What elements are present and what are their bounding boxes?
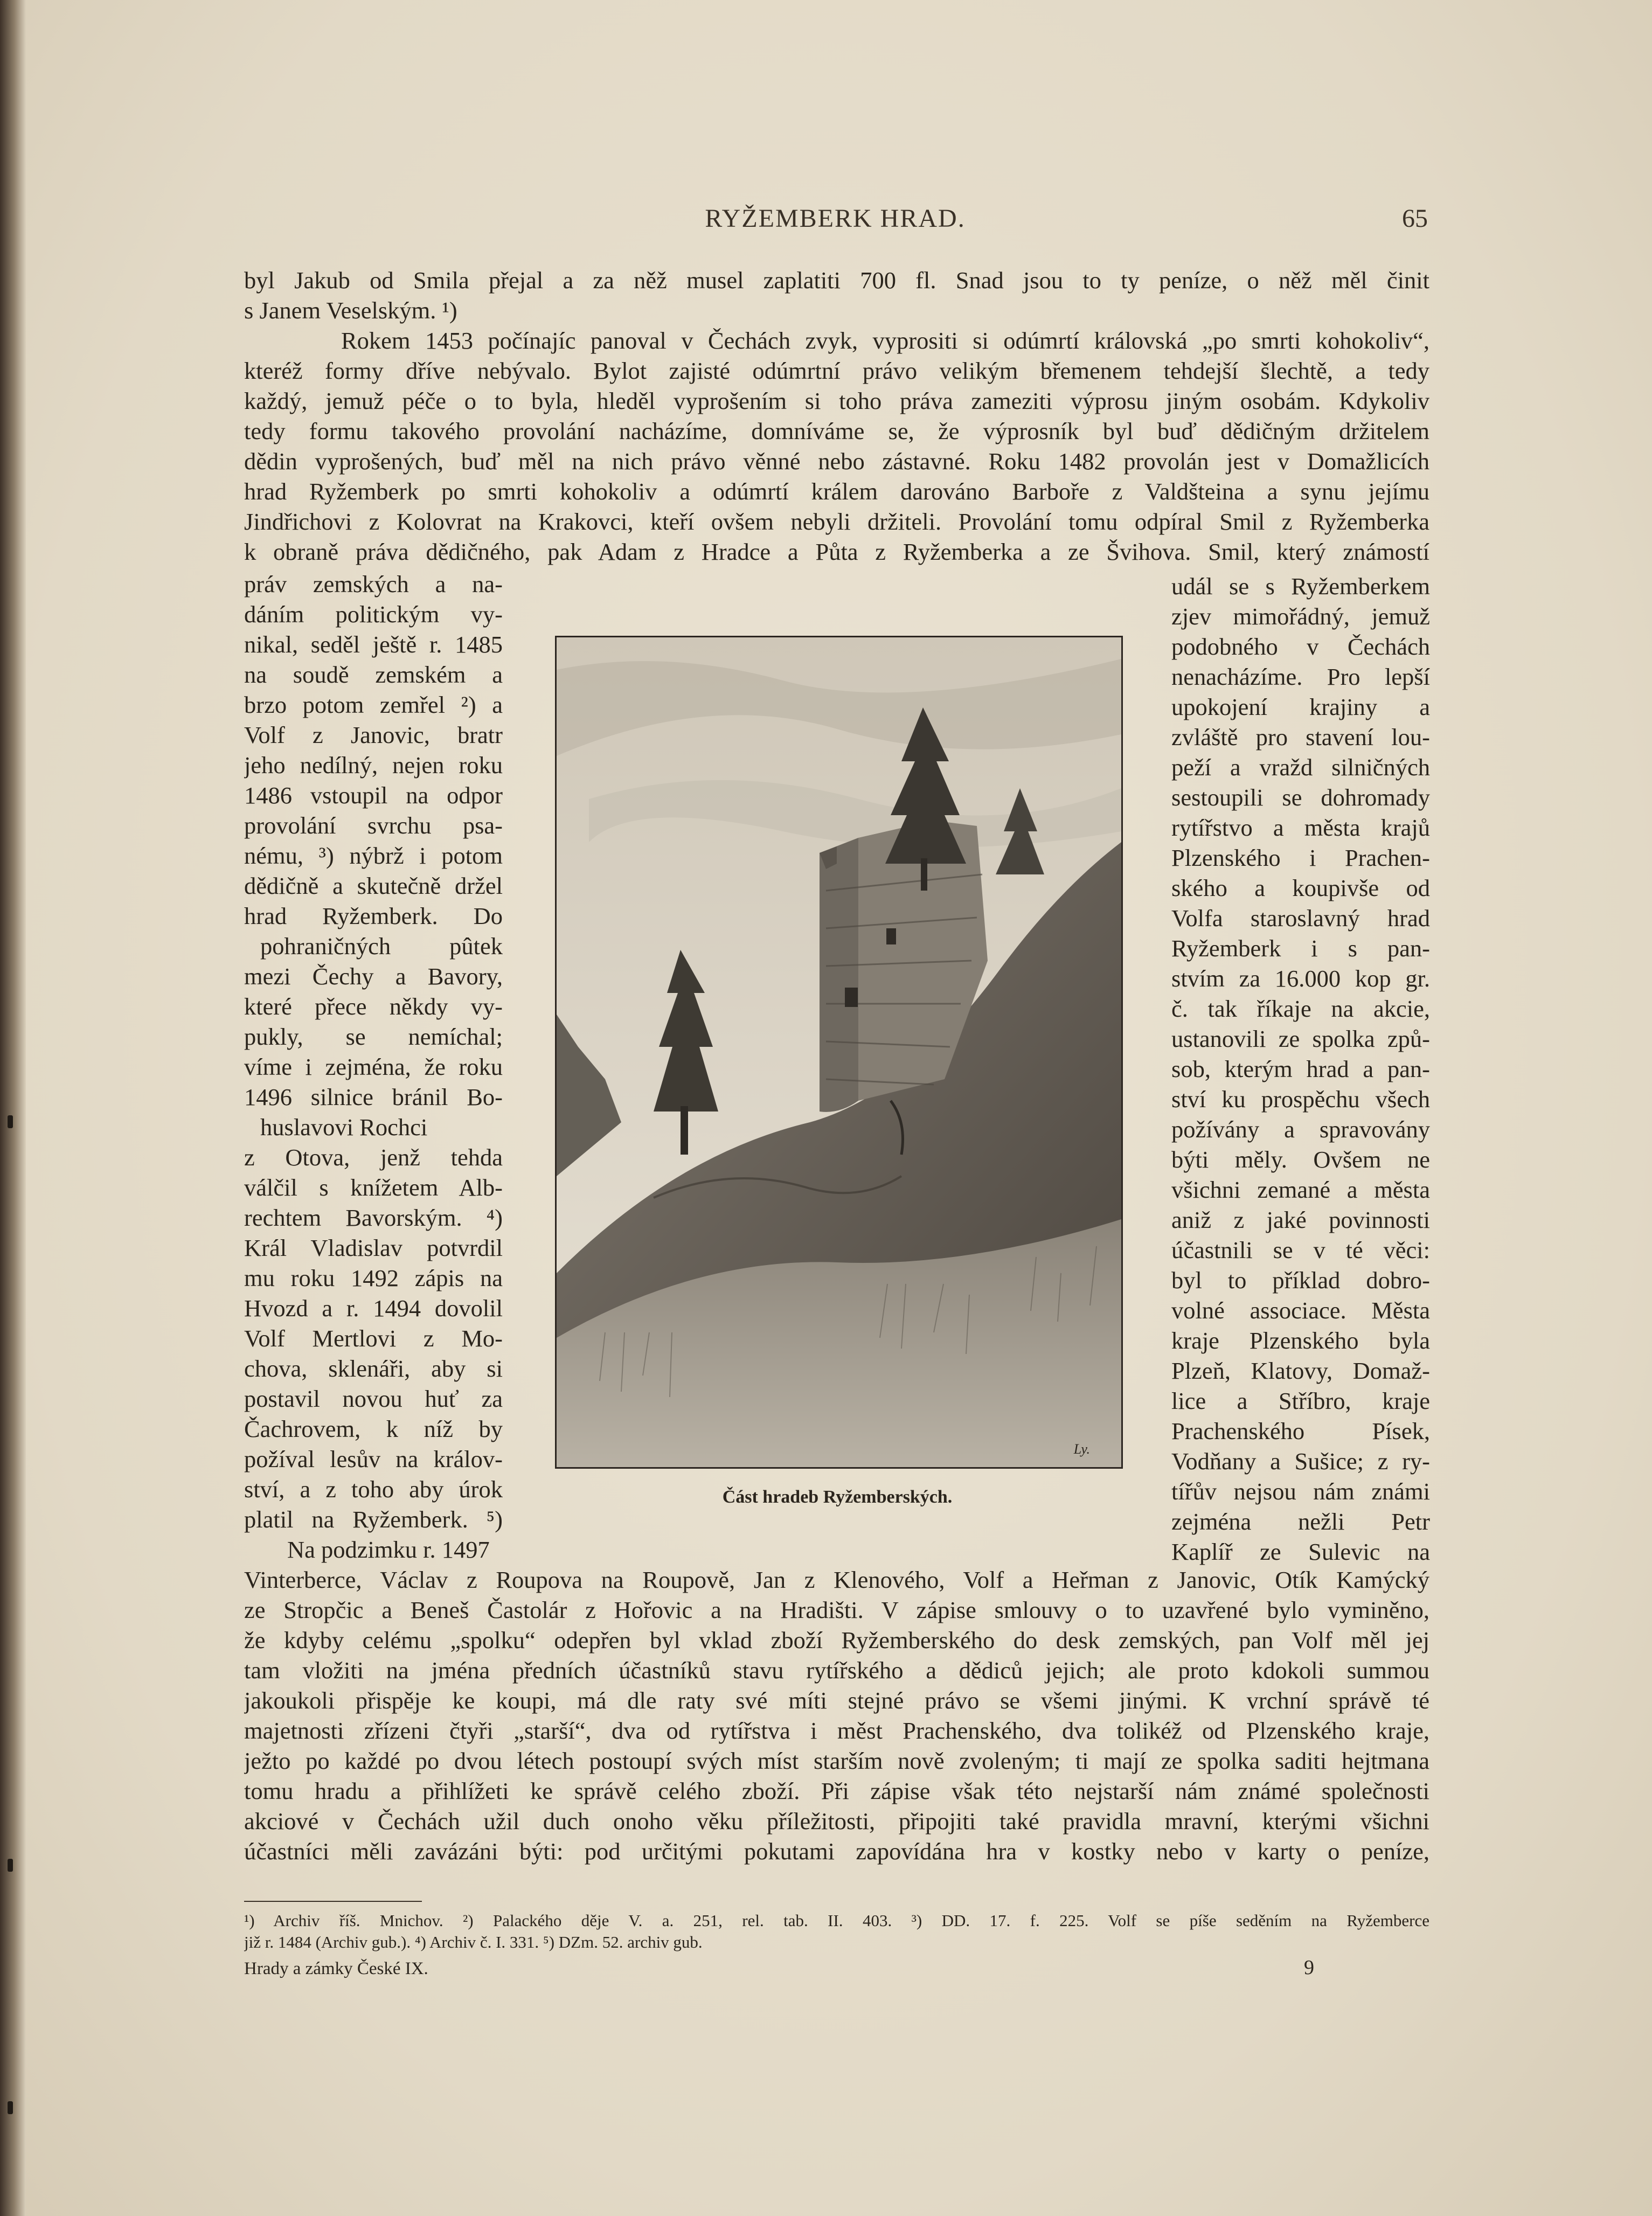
text-line: ježto po každé po dvou létech postoupí svých míst starším nově zvoleným; ti mají ze spolka saditi hejtmana bbox=[244, 1747, 1429, 1774]
text-line: chova, sklenáři, aby si bbox=[244, 1355, 503, 1382]
text-line: nikal, seděl ještě r. 1485 bbox=[244, 631, 503, 658]
text-line: dáním politickým vy- bbox=[244, 601, 503, 628]
running-title: RYŽEMBERK HRAD. bbox=[705, 204, 966, 233]
text-line: hrad Ryžemberk. Do bbox=[244, 902, 503, 929]
text-line: účastnili se v té věci: bbox=[1171, 1236, 1430, 1263]
text-line: Ryžemberk i s pan- bbox=[1171, 935, 1430, 962]
text-line: brzo potom zemřel ²) a bbox=[244, 691, 503, 718]
text-line: huslavovi Rochci bbox=[260, 1114, 428, 1141]
page-header bbox=[242, 204, 1428, 236]
text-line: nému, ³) nýbrž i potom bbox=[244, 842, 503, 869]
text-line: platil na Ryžemberk. ⁵) bbox=[244, 1506, 503, 1533]
text-line: býti měly. Ovšem ne bbox=[1171, 1146, 1430, 1173]
text-line: tomu hradu a přihlížeti ke správě celého zboží. Při zápise však této nejstarší nám známé společnosti bbox=[244, 1777, 1429, 1804]
text-line: dědin vyprošených, buď měl na nich právo věnné nebo zástavné. Roku 1482 provolán jest v Domažlicích bbox=[244, 448, 1429, 475]
text-line: k obraně práva dědičného, pak Adam z Hradce a Půta z Ryžemberka a ze Švihova. Smil, který známostí bbox=[244, 538, 1429, 565]
text-line: ze Stropčic a Beneš Častolár z Hořovic a na Hradišti. V zápise smlouvy o to uzavřené bylo vyminěno, bbox=[244, 1596, 1429, 1623]
text-line: tam vložiti na jména předních účastníků stavu rytířského a dědiců jejich; ale proto kdokoli summou bbox=[244, 1657, 1429, 1684]
text-line: tedy formu takového provolání nacházíme, domníváme se, že výprosník byl buď dědičným držitelem bbox=[244, 418, 1429, 444]
text-line: aniž z jaké povinnosti bbox=[1171, 1206, 1430, 1233]
text-line: Volf Mertlovi z Mo- bbox=[244, 1325, 503, 1352]
text-line: provolání svrchu psa- bbox=[244, 812, 503, 839]
binding-mark bbox=[8, 1115, 13, 1128]
binding-mark bbox=[8, 1859, 13, 1872]
text-line: 1486 vstoupil na odpor bbox=[244, 782, 503, 809]
text-line: udál se s Ryžemberkem bbox=[1171, 573, 1430, 600]
text-line: byl Jakub od Smila přejal a za něž musel zaplatiti 700 fl. Snad jsou to ty peníze, o něž měl činit bbox=[244, 267, 1429, 294]
text-line: Na podzimku r. 1497 bbox=[287, 1536, 490, 1563]
text-line: 1496 silnice bránil Bo- bbox=[244, 1083, 503, 1110]
text-line: že kdyby celému „spolku“ odepřen byl vklad zboží Ryžemberského do desk zemských, pan Volf měl jej bbox=[244, 1627, 1429, 1654]
paragraph-spolek bbox=[244, 1565, 1429, 1866]
right-column bbox=[1171, 571, 1430, 1567]
text-line: Rokem 1453 počínajíc panoval v Čechách zvyk, vyprositi si odúmrtí královská „po smrti kohokoliv“, bbox=[341, 327, 1429, 354]
text-line: všichni zemané a města bbox=[1171, 1176, 1430, 1203]
text-line: Kaplíř ze Sulevic na bbox=[1171, 1538, 1430, 1565]
text-line: ství ku prospěchu všech bbox=[1171, 1086, 1430, 1113]
text-line: pohraničných pûtek bbox=[260, 933, 503, 960]
text-line: postavil novou huť za bbox=[244, 1385, 503, 1412]
text-line: jeho nedílný, nejen roku bbox=[244, 752, 503, 779]
text-line: s Janem Veselským. ¹) bbox=[244, 297, 457, 324]
text-line: hrad Ryžemberk po smrti kohokoliv a odúmrtí králem darováno Barboře z Valdšteina a synu jejímu bbox=[244, 478, 1429, 505]
printer-signature: Hrady a zámky České IX. bbox=[244, 1959, 428, 1978]
figure-caption: Část hradeb Ryžemberských. bbox=[722, 1487, 953, 1507]
text-line: majetnosti zřízeni čtyři „starší“, dva od rytířstva i měst Prachenského, dva tolikéž od Plzenského kraje, bbox=[244, 1717, 1429, 1744]
footnote-line: ¹) Archiv říš. Mnichov. ²) Palackého děje V. a. 251, rel. tab. II. 403. ³) DD. 17. f. 225. Volf se píše seděním na Ryžemberce bbox=[244, 1911, 1429, 1930]
text-line: volné associace. Města bbox=[1171, 1297, 1430, 1324]
text-line: tířův nejsou nám známi bbox=[1171, 1478, 1430, 1505]
text-line: Plzeň, Klatovy, Domaž- bbox=[1171, 1357, 1430, 1384]
text-line: Volfa staroslavný hrad bbox=[1171, 905, 1430, 932]
text-line: jakoukoli přispěje ke koupi, má dle raty své míti stejné právo se všemi jinými. K vrchní správě té bbox=[244, 1687, 1429, 1714]
text-line: akciové v Čechách užil duch onoho věku příležitosti, připojiti také pravidla mravní, kterými všichni bbox=[244, 1808, 1429, 1835]
text-line: dědičně a skutečně držel bbox=[244, 872, 503, 899]
footnote-rule bbox=[244, 1901, 422, 1902]
engraving-image bbox=[557, 637, 1121, 1467]
text-line: upokojení krajiny a bbox=[1171, 693, 1430, 720]
text-line: byl to příklad dobro- bbox=[1171, 1267, 1430, 1294]
page-number: 65 bbox=[1402, 204, 1428, 233]
sheet-number: 9 bbox=[1304, 1956, 1314, 1979]
artist-signature: Ly. bbox=[1073, 1441, 1090, 1457]
text-line: rechtem Bavorským. ⁴) bbox=[244, 1204, 503, 1231]
text-line: Vinterberce, Václav z Roupova na Roupově, Jan z Klenového, Volf a Heřman z Janovic, Otík Kamýcký bbox=[244, 1566, 1429, 1593]
text-line: lice a Stříbro, kraje bbox=[1171, 1387, 1430, 1414]
footnotes bbox=[244, 1910, 1429, 1953]
text-line: Hvozd a r. 1494 dovolil bbox=[244, 1295, 503, 1322]
footnote-line: již r. 1484 (Archiv gub.). ⁴) Archiv č. I. 331. ⁵) DZm. 52. archiv gub. bbox=[244, 1933, 703, 1951]
text-line: zjev mimořádný, jemuž bbox=[1171, 603, 1430, 630]
left-column bbox=[244, 569, 503, 1565]
text-line: ství, a z toho aby úrok bbox=[244, 1476, 503, 1503]
text-line: z Otova, jenž tehda bbox=[244, 1144, 503, 1171]
text-line: práv zemských a na- bbox=[244, 571, 503, 598]
text-line: ustanovili ze spolka způ- bbox=[1171, 1025, 1430, 1052]
text-line: sob, kterým hrad a pan- bbox=[1171, 1055, 1430, 1082]
text-line: Jindřichovi z Kolovrat na Krakovci, kteří ovšem nebyli držiteli. Provolání tomu odpíral Smil z Ryžemberka bbox=[244, 508, 1429, 535]
text-line: Plzenského i Prachen- bbox=[1171, 844, 1430, 871]
text-line: každý, jemuž péče o to byla, hleděl vyprošením si toho práva zameziti výprosu jiným osobám. Kdykoliv bbox=[244, 387, 1429, 414]
text-line: Vodňany a Sušice; z ry- bbox=[1171, 1448, 1430, 1475]
binding-mark bbox=[8, 2101, 13, 2114]
text-line: požívány a spravovány bbox=[1171, 1116, 1430, 1143]
text-line: zejména nežli Petr bbox=[1171, 1508, 1430, 1535]
text-line: požíval lesův na králov- bbox=[244, 1446, 503, 1472]
text-line: Král Vladislav potvrdil bbox=[244, 1234, 503, 1261]
text-line: stvím za 16.000 kop gr. bbox=[1171, 965, 1430, 992]
book-spine-shadow bbox=[0, 0, 26, 2216]
text-line: Čachrovem, k níž by bbox=[244, 1415, 503, 1442]
text-line: víme i zejména, že roku bbox=[244, 1053, 503, 1080]
text-line: válčil s knížetem Alb- bbox=[244, 1174, 503, 1201]
text-line: pukly, se nemíchal; bbox=[244, 1023, 503, 1050]
text-line: Prachenského Písek, bbox=[1171, 1418, 1430, 1444]
text-line: Volf z Janovic, bratr bbox=[244, 721, 503, 748]
text-line: mu roku 1492 zápis na bbox=[244, 1265, 503, 1291]
text-line: mezi Čechy a Bavory, bbox=[244, 963, 503, 990]
text-line: účastníci měli zavázáni býti: pod určitými pokutami zapovídána hra v kostky nebo v karty o peníze, bbox=[244, 1838, 1429, 1865]
text-line: ského a koupivše od bbox=[1171, 874, 1430, 901]
text-line: zvláště pro stavení lou- bbox=[1171, 724, 1430, 751]
text-line: kraje Plzenského byla bbox=[1171, 1327, 1430, 1354]
text-line: rytířstvo a města krajů bbox=[1171, 814, 1430, 841]
paragraph-odumrti bbox=[244, 325, 1429, 567]
text-line: peží a vražd silničných bbox=[1171, 754, 1430, 781]
text-line: podobného v Čechách bbox=[1171, 633, 1430, 660]
text-line: na soudě zemském a bbox=[244, 661, 503, 688]
text-line: sestoupili se dohromady bbox=[1171, 784, 1430, 811]
castle-ruin-illustration bbox=[555, 636, 1123, 1469]
text-line: kteréž formy dříve nebývalo. Bylot zajisté odúmrtní právo velikým břemenem tehdejší šlechtě, a tedy bbox=[244, 357, 1429, 384]
text-line: které přece někdy vy- bbox=[244, 993, 503, 1020]
text-line: nenacházíme. Pro lepší bbox=[1171, 663, 1430, 690]
text-line: č. tak říkaje na akcie, bbox=[1171, 995, 1430, 1022]
paragraph-continuation bbox=[244, 265, 1429, 325]
